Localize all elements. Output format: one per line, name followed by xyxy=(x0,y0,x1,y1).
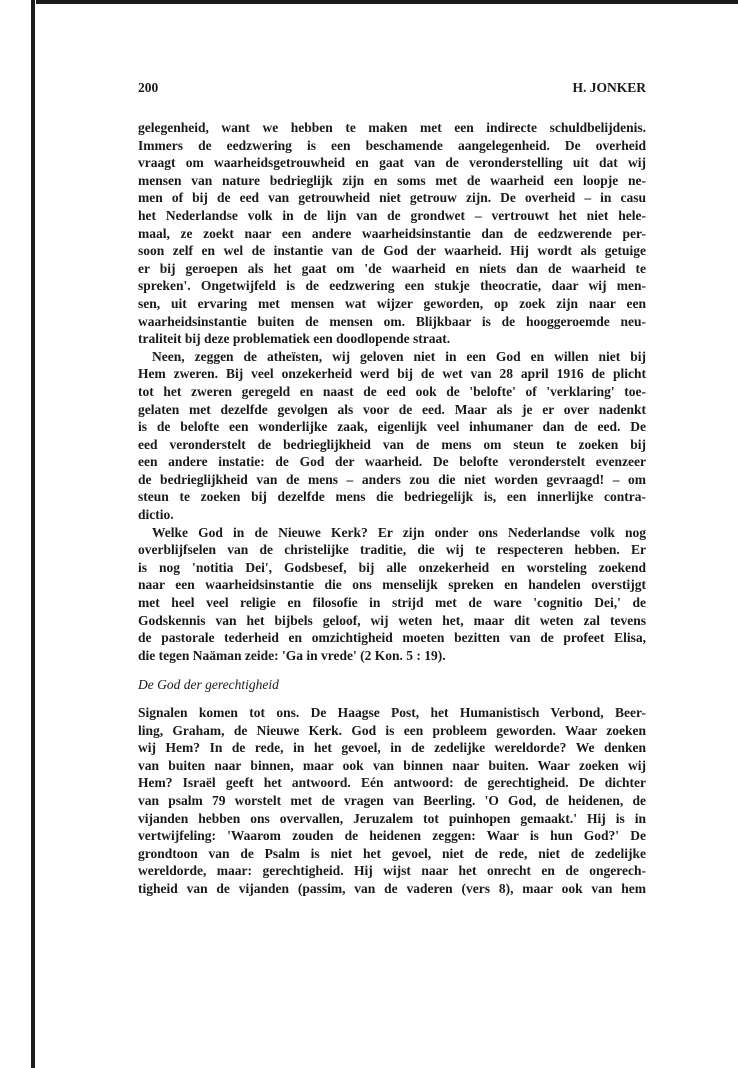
text-line: naar een waarheidsinstantie die ons menselijk spreken en handelen overstijgt xyxy=(138,577,646,593)
text-line: spreken'. Ongetwijfeld is de eedzwering een stukje theocratie, daar wij men- xyxy=(138,278,646,294)
body-text xyxy=(138,119,646,898)
text-line: Hem? Israël geeft het antwoord. Eén antwoord: de gerechtigheid. De dichter xyxy=(138,775,646,791)
text-line: tot het zweren geregeld en naast de eed ook de 'belofte' of 'verklaring' toe- xyxy=(138,383,646,399)
section-heading: De God der gerechtigheid xyxy=(138,677,279,693)
paragraph xyxy=(138,348,646,524)
text-line: is de belofte een wonderlijke zaak, eigenlijk veel inhumaner dan de eed. De xyxy=(138,419,646,435)
text-line: die tegen Naäman zeide: 'Ga in vrede' (2 Kon. 5 : 19). xyxy=(138,647,446,663)
page-number: 200 xyxy=(138,80,159,95)
text-line: wij Hem? In de rede, in het gevoel, in de zedelijke wereldorde? We denken xyxy=(138,740,646,756)
text-line: Hem zweren. Bij veel onzekerheid werd bij de wet van 28 april 1916 de plicht xyxy=(138,366,646,382)
text-line: grondtoon van de Psalm is niet het gevoel, niet de rede, niet de zedelijke xyxy=(138,845,646,861)
text-line: er bij geroepen als het gaat om 'de waarheid en niets dan de waarheid te xyxy=(138,260,646,276)
text-line: sen, uit ervaring met mensen wat wijzer geworden, op zoek zijn naar een xyxy=(138,295,646,311)
text-line: het Nederlandse volk in de lijn van de grondwet – vertrouwt het niet hele- xyxy=(138,207,646,223)
text-line: men of bij de eed van getrouwheid niet getrouw zijn. De overheid – in casu xyxy=(138,190,646,206)
text-line: is nog 'notitia Dei', Godsbesef, bij alle onzekerheid en worsteling zoekend xyxy=(138,559,646,575)
text-line: Godskennis van het bijbels geloof, wij weten het, maar dit weten zal tevens xyxy=(138,612,646,628)
text-line: vijanden hebben ons overvallen, Jeruzalem tot puinhopen gemaakt.' Hij is in xyxy=(138,810,646,826)
text-line: maal, ze zoekt naar een andere waarheidsinstantie dan de eedzwerende per- xyxy=(138,225,646,241)
text-line: mensen van nature bedrieglijk zijn en soms met de waarheid een loopje ne- xyxy=(138,172,646,188)
paragraph xyxy=(138,704,646,898)
text-line: met heel veel religie en filosofie in strijd met de ware 'cognitio Dei,' de xyxy=(138,595,646,611)
text-line: Neen, zeggen de atheïsten, wij geloven niet in een God en willen niet bij xyxy=(152,348,646,364)
text-line: Signalen komen tot ons. De Haagse Post, het Humanistisch Verbond, Beer- xyxy=(138,705,646,720)
text-line: tigheid van de vijanden (passim, van de vaderen (vers 8), maar ook van hem xyxy=(138,880,646,896)
text-line: de pastorale tederheid en omzichtigheid moeten bezitten van de profeet Elisa, xyxy=(138,630,646,646)
text-line: overblijfselen van de christelijke traditie, die wij te respecteren hebben. Er xyxy=(138,542,646,558)
text-line: steun te zoeken bij dezelfde mens die bedriegelijk is, een innerlijke contra- xyxy=(138,489,646,505)
text-line: van psalm 79 worstelt met de vragen van Beerling. 'O God, de heidenen, de xyxy=(138,792,646,808)
running-head-author: H. JONKER xyxy=(572,80,646,95)
text-line: waarheidsinstantie buiten de mensen om. Blijkbaar is de hooggeroemde neu- xyxy=(138,313,646,329)
text-line: dictio. xyxy=(138,507,174,523)
text-line: Immers de eedzwering is een beschamende aangelegenheid. De overheid xyxy=(138,137,646,153)
section-paragraphs xyxy=(138,704,646,898)
text-line: ling, Graham, de Nieuwe Kerk. God is een probleem geworden. Waar zoeken xyxy=(138,722,646,738)
text-line: de bedrieglijkheid van de mens – anders zou die niet worden gevraagd! – om xyxy=(138,471,646,487)
text-line: traliteit bij deze problematiek een doodlopende straat. xyxy=(138,331,451,347)
paragraph xyxy=(138,119,646,348)
text-line: vraagt om waarheidsgetrouwheid en gaat van de veronderstelling uit dat wij xyxy=(138,155,646,171)
text-line: Welke God in de Nieuwe Kerk? Er zijn onder ons Nederlandse volk nog xyxy=(152,524,646,540)
paragraph xyxy=(138,524,646,665)
text-line: gelaten met dezelfde gevolgen als voor de eed. Maar als je er over nadenkt xyxy=(138,401,646,417)
text-line: soon zelf en wel de instantie van de God der waarheid. Hij wordt als getuige xyxy=(138,243,646,259)
text-line: vertwijfeling: 'Waarom zouden de heidenen zeggen: Waar is hun God?' De xyxy=(138,828,646,844)
running-head xyxy=(138,80,646,96)
text-line: wereldorde, maar: gerechtigheid. Hij wijst naar het onrecht en de ongerech- xyxy=(138,863,646,879)
text-line: van buiten naar binnen, maar ook van binnen naar buiten. Waar zoeken wij xyxy=(138,757,646,773)
text-line: gelegenheid, want we hebben te maken met een indirecte schuldbelijdenis. xyxy=(138,120,646,135)
text-line: een andere instatie: de God der waarheid. De belofte veronderstelt evenzeer xyxy=(138,454,646,470)
paragraphs xyxy=(138,119,646,664)
text-line: eed veronderstelt de bedrieglijkheid van de mens om steun te zoeken bij xyxy=(138,436,646,452)
